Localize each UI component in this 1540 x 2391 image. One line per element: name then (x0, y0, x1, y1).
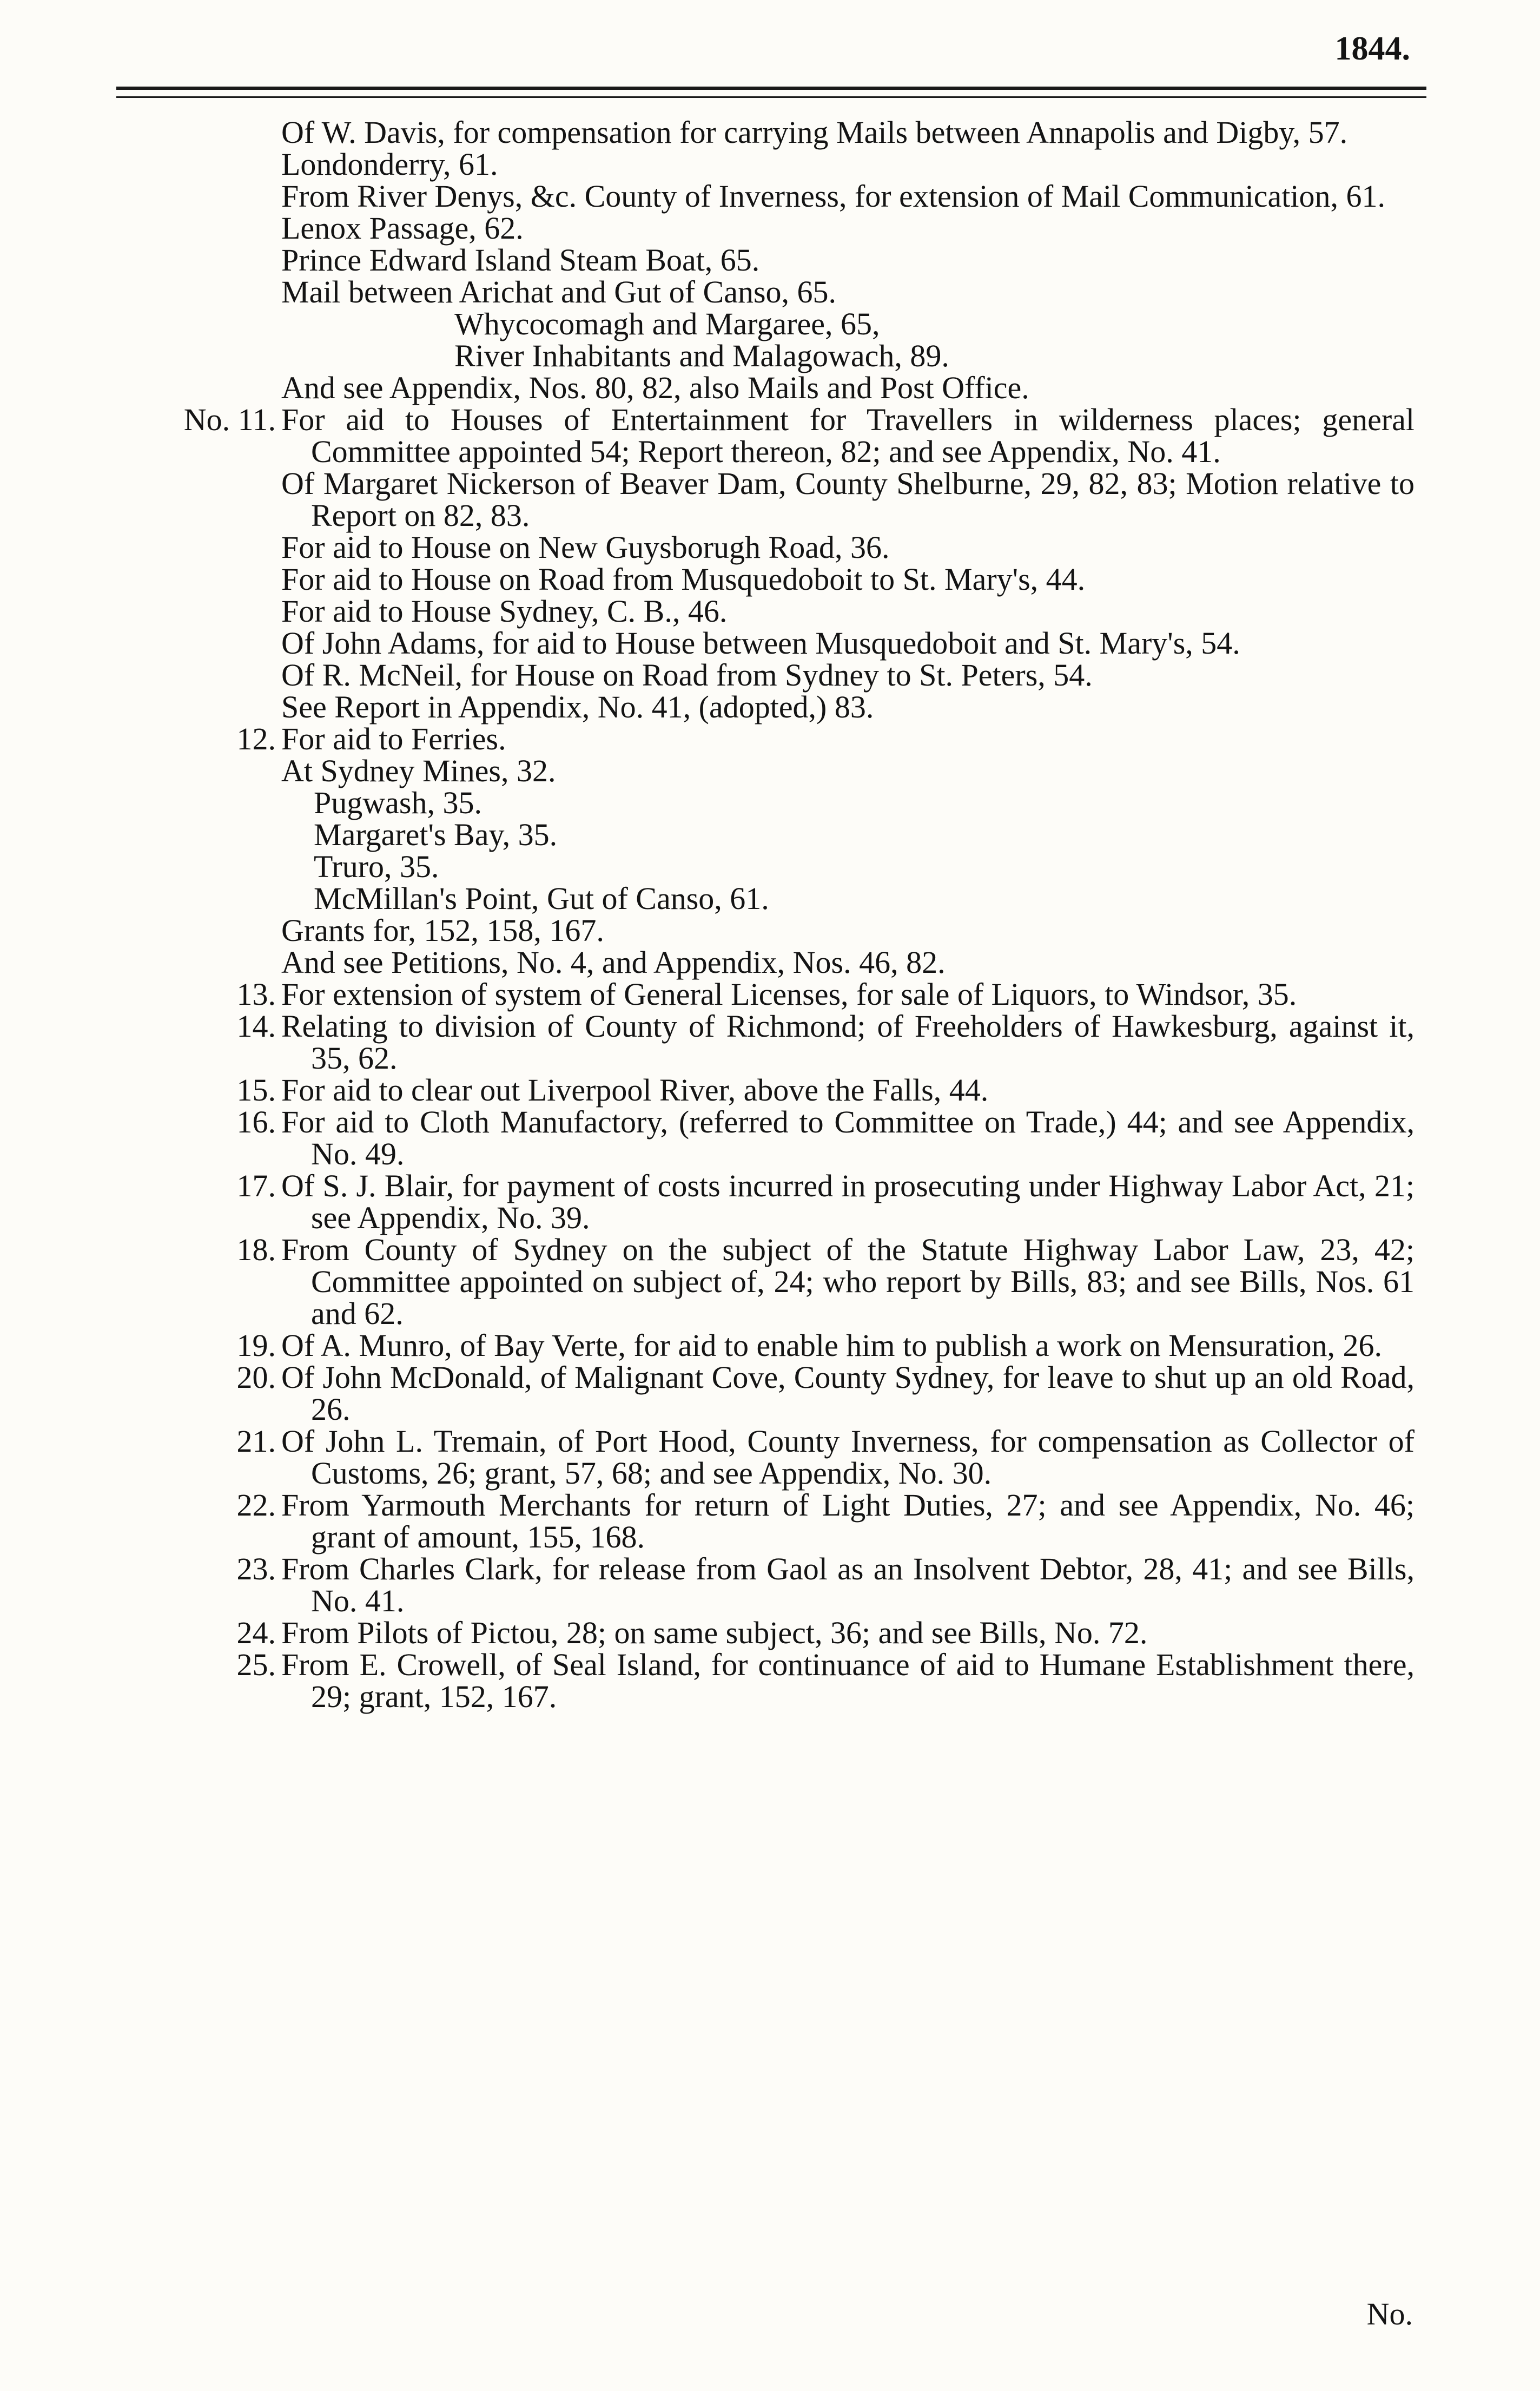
entry-text: Of John Adams, for aid to House between Musquedoboit and St. Mary's, 54. (281, 625, 1240, 661)
index-entry (0, 787, 1540, 819)
index-entry (0, 212, 1540, 244)
entry-text: From E. Crowell, of Seal Island, for continuance of aid to Humane Establishment there, 29; grant, 152, 167. (281, 1647, 1415, 1714)
entry-text: Of A. Munro, of Bay Verte, for aid to enable him to publish a work on Mensuration, 26. (281, 1328, 1383, 1363)
entry-text: Londonderry, 61. (281, 147, 498, 182)
entry-number: 22. (236, 1487, 276, 1523)
entry-text: See Report in Appendix, No. 41, (adopted,) 83. (281, 689, 874, 724)
entry-number: 18. (236, 1232, 276, 1267)
entry-text: Pugwash, 35. (314, 785, 482, 820)
entry-number: 12. (236, 721, 276, 756)
entry-text: From Yarmouth Merchants for return of Light Duties, 27; and see Appendix, No. 46; grant of amount, 155, 168. (281, 1487, 1415, 1555)
entry-number: 25. (236, 1647, 276, 1682)
index-entry (0, 1106, 1540, 1170)
entry-text: Margaret's Bay, 35. (314, 817, 558, 852)
entry-text: Of John McDonald, of Malignant Cove, County Sydney, for leave to shut up an old Road, 26. (281, 1360, 1415, 1427)
index-entry (0, 1361, 1540, 1425)
entry-number: 24. (236, 1615, 276, 1650)
index-entry (0, 116, 1540, 148)
entry-text: Relating to division of County of Richmond; of Freeholders of Hawkesburg, against it, 35, 62. (281, 1009, 1415, 1076)
index-entry (0, 340, 1540, 372)
entry-text: From Charles Clark, for release from Gaol as an Insolvent Debtor, 28, 41; and see Bills, No. 41. (281, 1551, 1415, 1618)
entry-text: For extension of system of General Licenses, for sale of Liquors, to Windsor, 35. (281, 977, 1297, 1012)
index-entry (0, 627, 1540, 659)
index-entry (0, 308, 1540, 340)
index-entry (0, 148, 1540, 180)
index-entry (0, 180, 1540, 212)
index-entry (0, 372, 1540, 404)
index-entry (0, 467, 1540, 531)
entry-number: 15. (236, 1072, 276, 1108)
entry-number: 17. (236, 1168, 276, 1203)
entry-text: For aid to House Sydney, C. B., 46. (281, 594, 728, 629)
entry-text: And see Appendix, Nos. 80, 82, also Mails and Post Office. (281, 370, 1029, 405)
entry-number: 19. (236, 1328, 276, 1363)
entry-text: For aid to Ferries. (281, 721, 506, 756)
entry-text: And see Petitions, No. 4, and Appendix, Nos. 46, 82. (281, 945, 946, 980)
entry-text: Lenox Passage, 62. (281, 210, 524, 246)
entry-text: At Sydney Mines, 32. (281, 753, 556, 788)
entry-number: 13. (236, 977, 276, 1012)
page-number: 1844. (1334, 30, 1410, 67)
index-entry (0, 244, 1540, 276)
index-entry (0, 531, 1540, 563)
entry-number: 21. (236, 1424, 276, 1459)
index-entry (0, 914, 1540, 946)
entry-text: For aid to Houses of Entertainment for Travellers in wilderness places; general Committee appointed 54; Report thereon, 82; and see Appendix, No. 41. (281, 402, 1415, 469)
index-entry (0, 882, 1540, 914)
entry-text: From Pilots of Pictou, 28; on same subject, 36; and see Bills, No. 72. (281, 1615, 1148, 1650)
index-entry (0, 1649, 1540, 1712)
entry-number: 16. (236, 1104, 276, 1139)
entry-number: 20. (236, 1360, 276, 1395)
entry-text: Of R. McNeil, for House on Road from Sydney to St. Peters, 54. (281, 657, 1093, 693)
index-entry (0, 691, 1540, 723)
index-entry (0, 1170, 1540, 1234)
entry-text: Of Margaret Nickerson of Beaver Dam, County Shelburne, 29, 82, 83; Motion relative to Report on 82, 83. (281, 466, 1415, 533)
index-entry (0, 276, 1540, 308)
entry-number: 14. (236, 1009, 276, 1044)
header-rule (116, 87, 1426, 98)
index-entry (0, 1425, 1540, 1489)
index-entry (0, 595, 1540, 627)
index-entry (0, 1234, 1540, 1329)
entry-text: Of John L. Tremain, of Port Hood, County Inverness, for compensation as Collector of Customs, 26; grant, 57, 68; and see Appendix, No. 30. (281, 1424, 1415, 1491)
catchword: No. (1366, 2296, 1413, 2331)
index-entry (0, 659, 1540, 691)
index-entry (0, 723, 1540, 755)
entry-text: Mail between Arichat and Gut of Canso, 65. (281, 274, 837, 309)
index-entry (0, 851, 1540, 882)
index-entry (0, 1617, 1540, 1649)
index-entry (0, 1010, 1540, 1074)
entry-text: Of S. J. Blair, for payment of costs incurred in prosecuting under Highway Labor Act, 21; see Appendix, No. 39. (281, 1168, 1415, 1235)
index-entry (0, 1074, 1540, 1106)
entry-text: River Inhabitants and Malagowach, 89. (454, 338, 949, 373)
entry-text: For aid to House on New Guysborugh Road, 36. (281, 530, 890, 565)
entry-text: For aid to House on Road from Musquedoboit to St. Mary's, 44. (281, 562, 1086, 597)
entry-text: Of W. Davis, for compensation for carrying Mails between Annapolis and Digby, 57. (281, 115, 1348, 150)
index-entry (0, 563, 1540, 595)
petition-index (0, 116, 1540, 1712)
index-entry (0, 404, 1540, 467)
entry-text: McMillan's Point, Gut of Canso, 61. (314, 881, 769, 916)
index-entry (0, 946, 1540, 978)
index-entry (0, 978, 1540, 1010)
entry-text: From County of Sydney on the subject of the Statute Highway Labor Law, 23, 42; Committee appointed on subject of, 24; who report by Bills, 83; and see Bills, Nos. 61 and 62. (281, 1232, 1415, 1331)
entry-text: For aid to Cloth Manufactory, (referred to Committee on Trade,) 44; and see Appendix, No. 49. (281, 1104, 1415, 1171)
index-entry (0, 1553, 1540, 1617)
entry-text: Grants for, 152, 158, 167. (281, 913, 604, 948)
index-entry (0, 819, 1540, 851)
entry-text: From River Denys, &c. County of Inverness, for extension of Mail Communication, 61. (281, 179, 1385, 214)
entry-number: 23. (236, 1551, 276, 1586)
entry-text: For aid to clear out Liverpool River, above the Falls, 44. (281, 1072, 989, 1108)
index-entry (0, 1489, 1540, 1553)
entry-text: Prince Edward Island Steam Boat, 65. (281, 242, 760, 278)
index-entry (0, 755, 1540, 787)
entry-text: Whycocomagh and Margaree, 65, (454, 306, 880, 341)
entry-number: No. 11. (183, 402, 276, 437)
index-entry (0, 1329, 1540, 1361)
entry-text: Truro, 35. (314, 849, 439, 884)
